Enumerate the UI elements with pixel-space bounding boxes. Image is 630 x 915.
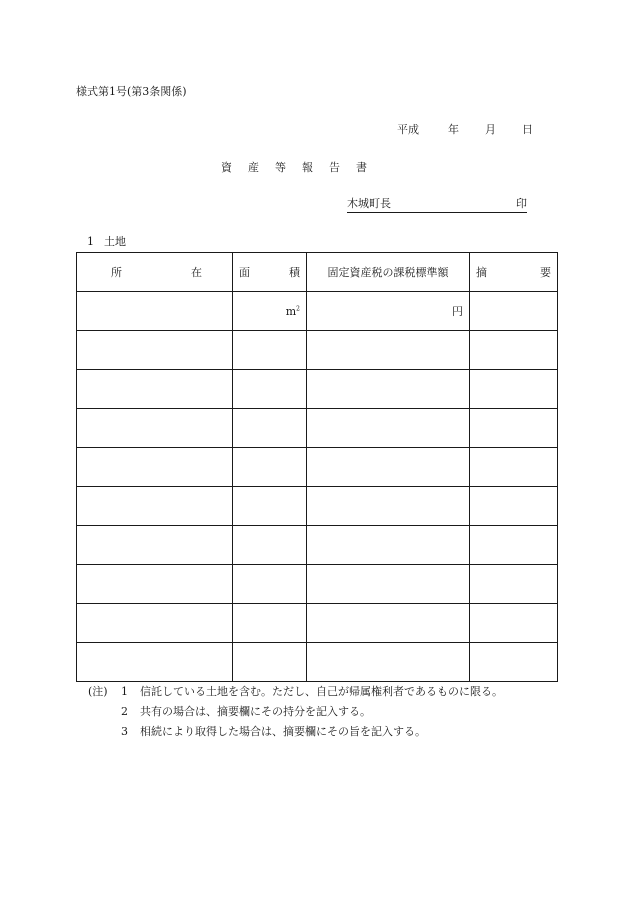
table-row: [77, 487, 558, 526]
cell-remarks[interactable]: [470, 331, 558, 370]
cell-tax-base[interactable]: [307, 526, 470, 565]
cell-remarks[interactable]: [470, 604, 558, 643]
cell-location[interactable]: [77, 526, 233, 565]
land-table: [76, 252, 558, 682]
date-year: 年: [448, 123, 459, 136]
cell-area[interactable]: [233, 565, 307, 604]
cell-tax-base[interactable]: [307, 370, 470, 409]
cell-location[interactable]: [77, 331, 233, 370]
cell-area[interactable]: [233, 370, 307, 409]
note-number: 2: [121, 705, 128, 718]
table-row: [77, 643, 558, 682]
cell-tax-base[interactable]: [307, 448, 470, 487]
cell-area[interactable]: [233, 604, 307, 643]
cell-area[interactable]: [233, 448, 307, 487]
header-row: [77, 253, 558, 292]
cell-remarks[interactable]: [470, 292, 558, 331]
cell-tax-base[interactable]: [307, 643, 470, 682]
addressee-line: [347, 197, 527, 213]
note-item: [88, 685, 503, 705]
document-title: [221, 161, 383, 175]
section-title: [87, 235, 126, 249]
title-char: 告: [329, 161, 340, 174]
cell-remarks[interactable]: [470, 448, 558, 487]
note-item: [88, 705, 503, 725]
cell-tax-base[interactable]: [307, 331, 470, 370]
date-day: 日: [522, 123, 533, 136]
note-text: 共有の場合は、摘要欄にその持分を記入する。: [140, 705, 371, 718]
yen-unit: 円: [452, 305, 463, 318]
area-unit-sup: 2: [296, 304, 300, 312]
table-row: [77, 565, 558, 604]
cell-area[interactable]: [233, 292, 307, 331]
cell-location[interactable]: [77, 292, 233, 331]
cell-tax-base[interactable]: [307, 565, 470, 604]
addressee-name: 木城町長: [347, 197, 391, 210]
note-number: 1: [121, 685, 128, 698]
cell-location[interactable]: [77, 604, 233, 643]
note-text: 信託している土地を含む。ただし、自己が帰属権利者であるものに限る。: [140, 685, 503, 698]
header-remarks: 摘 要: [470, 253, 558, 292]
cell-remarks[interactable]: [470, 565, 558, 604]
cell-area[interactable]: [233, 526, 307, 565]
notes-label: (注): [88, 685, 108, 698]
header-tax-base: 固定資産税の課税標準額: [307, 253, 470, 292]
title-char: 等: [275, 161, 286, 174]
cell-tax-base[interactable]: [307, 409, 470, 448]
cell-tax-base[interactable]: [307, 604, 470, 643]
section-number: 1: [87, 235, 94, 248]
date-line: [397, 123, 533, 137]
table-row: [77, 526, 558, 565]
title-char: 産: [248, 161, 259, 174]
cell-location[interactable]: [77, 487, 233, 526]
cell-remarks[interactable]: [470, 526, 558, 565]
date-month: 月: [485, 123, 496, 136]
cell-location[interactable]: [77, 448, 233, 487]
note-number: 3: [121, 725, 128, 738]
note-text: 相続により取得した場合は、摘要欄にその旨を記入する。: [140, 725, 426, 738]
cell-location[interactable]: [77, 643, 233, 682]
cell-remarks[interactable]: [470, 409, 558, 448]
seal-mark: 印: [516, 197, 527, 210]
header-location: 所 在: [77, 253, 233, 292]
notes: [88, 685, 503, 745]
note-item: [88, 725, 503, 745]
table-row: [77, 409, 558, 448]
title-char: 報: [302, 161, 313, 174]
header-area: 面 積: [233, 253, 307, 292]
cell-location[interactable]: [77, 565, 233, 604]
cell-remarks[interactable]: [470, 370, 558, 409]
title-char: 資: [221, 161, 232, 174]
cell-tax-base[interactable]: [307, 292, 470, 331]
cell-area[interactable]: [233, 409, 307, 448]
table-row: [77, 292, 558, 331]
title-char: 書: [356, 161, 367, 174]
cell-tax-base[interactable]: [307, 487, 470, 526]
cell-area[interactable]: [233, 331, 307, 370]
date-era: 平成: [397, 123, 419, 136]
table-row: [77, 370, 558, 409]
table-row: [77, 331, 558, 370]
area-unit: m: [285, 304, 297, 318]
cell-location[interactable]: [77, 409, 233, 448]
table-row: [77, 448, 558, 487]
table-row: [77, 604, 558, 643]
cell-area[interactable]: [233, 643, 307, 682]
cell-remarks[interactable]: [470, 487, 558, 526]
form-number: 様式第1号(第3条関係): [76, 85, 187, 98]
section-label: 土地: [104, 235, 126, 248]
cell-location[interactable]: [77, 370, 233, 409]
cell-area[interactable]: [233, 487, 307, 526]
cell-remarks[interactable]: [470, 643, 558, 682]
